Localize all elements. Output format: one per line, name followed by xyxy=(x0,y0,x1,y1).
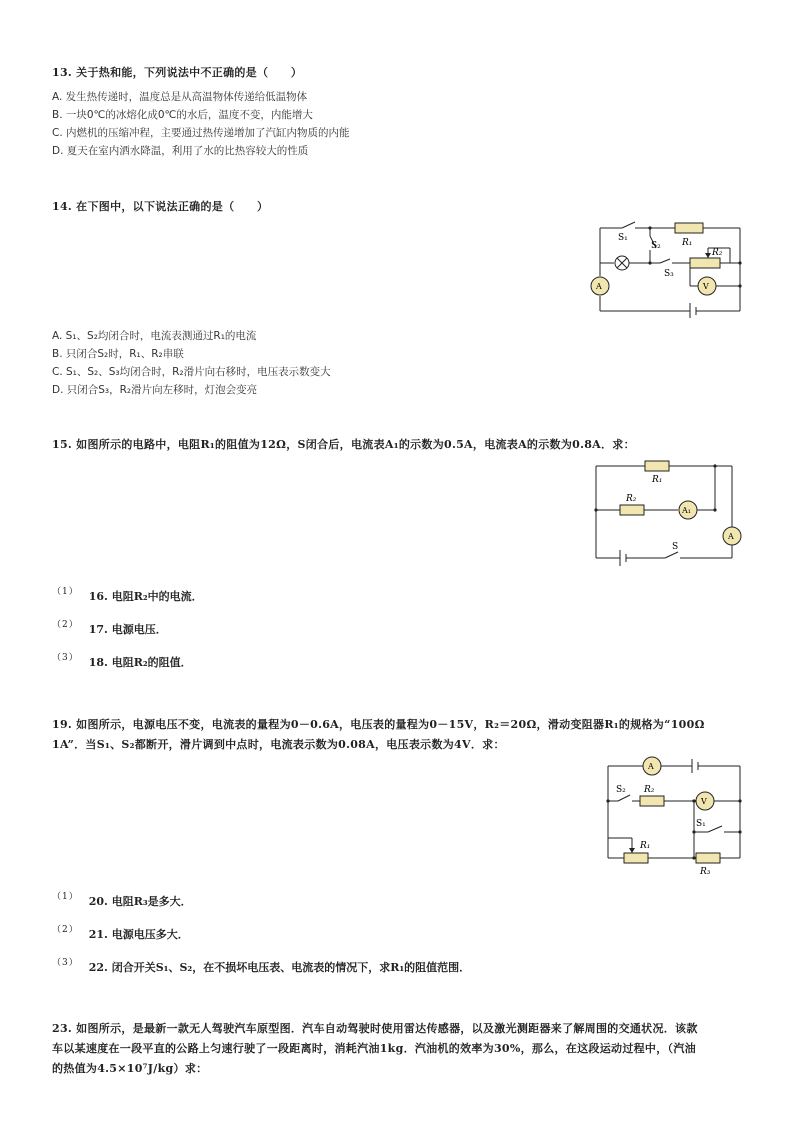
ammeter-a1-label: A₁ xyxy=(682,506,691,515)
q14-stem: 14. 在下图中，以下说法正确的是（ ） xyxy=(52,200,269,213)
q13-option-d: D. 夏天在室内洒水降温，利用了水的比热容较大的性质 xyxy=(52,145,309,157)
switch-s-label: S xyxy=(672,542,679,552)
q19-circuit-diagram xyxy=(600,756,750,880)
q14-option-d: D. 只闭合S₃，R₂滑片向左移时，灯泡会变亮 xyxy=(52,384,258,396)
q15-sub-2: $^{(2)}$ 17. 电源电压． xyxy=(52,620,167,636)
q13-stem: 13. 关于热和能，下列说法中不正确的是（ ） xyxy=(52,66,303,79)
r2-label: R₂ xyxy=(644,785,655,795)
r1-label: R₁ xyxy=(682,238,693,248)
s2-label: S₂ xyxy=(616,785,626,795)
q15-sub-1: $^{(1)}$ 16. 电阻R₂中的电流． xyxy=(52,587,203,603)
q19-stem-line2: 1A”．当S₁、S₂都断开，滑片调到中点时，电流表示数为0.08A，电压表示数为4V．求： xyxy=(52,738,505,751)
ammeter-a-label: A xyxy=(728,532,734,541)
r2-label: R₂ xyxy=(712,248,723,258)
r1-label: R₁ xyxy=(652,475,663,485)
s1-label: S₁ xyxy=(618,233,628,243)
q19-sub-3: $^{(3)}$ 22. 闭合开关S₁、S₂，在不损坏电压表、电流表的情况下，求R₁的阻值范围． xyxy=(52,958,471,974)
ammeter-label: A xyxy=(648,762,654,771)
voltmeter-label: V xyxy=(701,797,707,806)
q15-sub-3: $^{(3)}$ 18. 电阻R₂的阻值． xyxy=(52,653,192,669)
q14-option-a: A. S₁、S₂均闭合时，电流表测通过R₁的电流 xyxy=(52,330,257,342)
q19-sub-2: $^{(2)}$ 21. 电源电压多大． xyxy=(52,925,189,941)
q19-stem-line1: 19. 如图所示，电源电压不变，电流表的量程为0－0.6A，电压表的量程为0－15V，R₂＝20Ω，滑动变阻器R₁的规格为“100Ω xyxy=(52,718,705,731)
q13-option-b: B. 一块0℃的冰熔化成0℃的水后，温度不变，内能增大 xyxy=(52,109,313,121)
r3-label: R₃ xyxy=(700,867,711,876)
s3-label: S₃ xyxy=(664,269,674,279)
s1-label: S₁ xyxy=(696,819,706,829)
s2-label: S₂ xyxy=(651,241,661,251)
q14-option-c: C. S₁、S₂、S₃均闭合时，R₂滑片向右移时，电压表示数变大 xyxy=(52,366,331,378)
q14-circuit-diagram xyxy=(590,218,750,322)
ammeter-label: A xyxy=(596,282,602,291)
r2-label: R₂ xyxy=(626,494,637,504)
q13-option-c: C. 内燃机的压缩冲程，主要通过热传递增加了汽缸内物质的内能 xyxy=(52,127,350,139)
q15-stem: 15. 如图所示的电路中，电阻R₁的阻值为12Ω，S闭合后，电流表A₁的示数为0.5A，电流表A的示数为0.8A．求： xyxy=(52,438,635,451)
voltmeter-label: V xyxy=(703,282,709,291)
q23-stem-line1: 23. 如图所示，是最新一款无人驾驶汽车原型图．汽车自动驾驶时使用雷达传感器，以及激光测距器来了解周围的交通状况．该款 xyxy=(52,1022,698,1035)
q19-sub-1: $^{(1)}$ 20. 电阻R₃是多大． xyxy=(52,892,192,908)
r1-label: R₁ xyxy=(640,841,651,851)
q23-stem-line2: 车以某速度在一段平直的公路上匀速行驶了一段距离时，消耗汽油1kg．汽油机的效率为30%，那么，在这段运动过程中，（汽油 xyxy=(52,1042,696,1055)
q23-stem-line3: 的热值为4.5×10⁷J/kg）求： xyxy=(52,1062,208,1075)
q14-option-b: B. 只闭合S₂时，R₁、R₂串联 xyxy=(52,348,184,360)
q13-option-a: A. 发生热传递时，温度总是从高温物体传递给低温物体 xyxy=(52,91,308,103)
q15-circuit-diagram xyxy=(590,456,750,575)
